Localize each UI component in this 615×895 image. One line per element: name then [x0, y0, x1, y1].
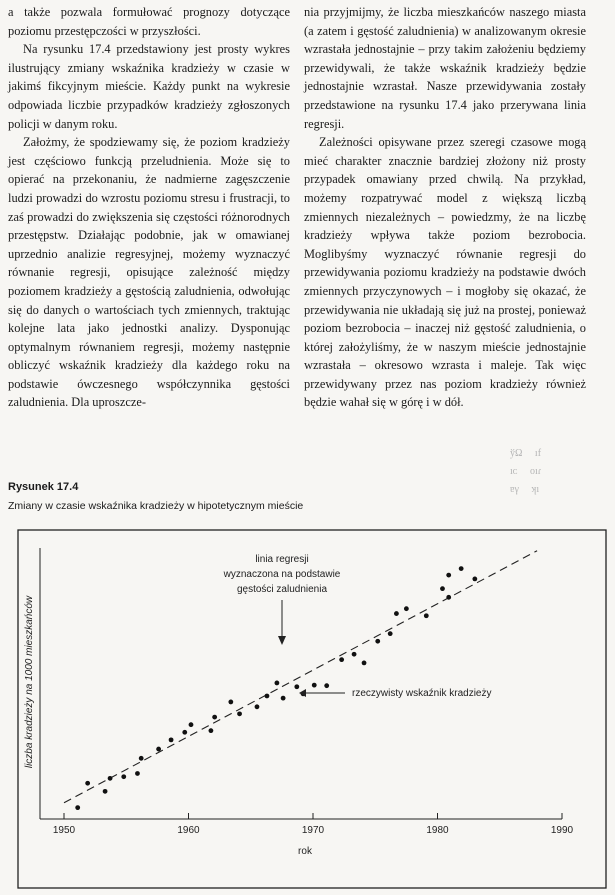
- annotation-actual-rate: rzeczywisty wskaźnik kradzieży: [352, 688, 492, 699]
- data-point: [265, 694, 270, 699]
- annotation-arrowhead: [278, 636, 286, 645]
- data-point: [103, 789, 108, 794]
- x-tick-label: 1960: [177, 825, 200, 836]
- data-point: [324, 683, 329, 688]
- y-axis-label: liczba kradzieży na 1000 mieszkańców: [24, 595, 35, 769]
- data-point: [388, 631, 393, 636]
- scatter-chart: [0, 518, 615, 895]
- data-point: [281, 696, 286, 701]
- data-point: [362, 661, 367, 666]
- paragraph: a także pozwala formułować prognozy dotyczące poziomu przestępczości w przyszłości.: [8, 5, 290, 38]
- figure-label: Rysunek 17.4: [8, 481, 79, 493]
- data-point: [446, 595, 451, 600]
- data-point: [459, 566, 464, 571]
- data-point: [139, 756, 144, 761]
- x-tick-label: 1970: [301, 825, 325, 836]
- bleed-through-text: ɐγ ʞı: [510, 484, 540, 495]
- data-point: [156, 747, 161, 752]
- x-tick-label: 1980: [426, 825, 449, 836]
- annotation-regression-line-1: linia regresji: [255, 554, 309, 565]
- data-point: [255, 704, 260, 709]
- data-point: [108, 776, 113, 781]
- data-point: [446, 573, 451, 578]
- data-point: [375, 639, 380, 644]
- data-point: [169, 737, 174, 742]
- data-point: [121, 774, 126, 779]
- paragraph: Zależności opisywane przez szeregi czasowe mogą mieć charakter znacznie bardziej złożony niż prosty przypadek omawiany przed chwilą. Na przykład, możemy rozpatrywać model z większą liczbą zmiennych niezależnych – powiedzmy, że na liczbę kradzieży wpływa także poziom bezrobocia. Moglibyśmy wyznaczyć równanie regresji do przewidywania poziomu kradzieży na podstawie dwóch zmiennych przyczynowych – i mogłoby się okazać, że przewidywania nie układają się już na prostej, ponieważ poziom bezrobocia – inaczej niż gęstość zaludnienia, o której założyliśmy, że w naszym mieście jednostajnie wzrastała – okresowo wzrasta i maleje. Tak więc przewidywany przez nas poziom kradzieży również będzie wahał się w górę i w dół.: [304, 135, 586, 410]
- annotation-regression-line-3: gęstości zaludnienia: [236, 584, 328, 595]
- paragraph: Założmy, że spodziewamy się, że poziom kradzieży jest częściowo funkcją przeludnienia. Może się to opierać na przekonaniu, że nadmierne zagęszczenie ludzi prowadzi do wzrostu poziomu stresu i frustracji, to zaś prowadzi do zwiększenia się częstości różnorodnych przestępstw. Działając podobnie, jak w omawianej uprzednio analizie regresyjnej, możemy wyznaczyć równanie regresji, opisujące zależność między poziomem kradzieży a gęstością zaludnienia, odwołując się do danych o wartościach tych zmiennych, traktując kolejne lata jako jednostki analizy. Dysponując optymalnym równaniem regresji, możemy następnie obliczyć wskaźnik kradzieży dla każdego roku na podstawie ówczesnego współczynnika gęstości zaludnienia. Dla uproszcze-: [8, 135, 290, 410]
- x-tick-label: 1990: [550, 825, 574, 836]
- data-point: [294, 684, 299, 689]
- paragraph: nia przyjmijmy, że liczba mieszkańców naszego miasta (a zatem i gęstość zaludnienia) w analizowanym okresie wzrastała jednostajnie – przy takim założeniu będziemy przewidywali, że także wskaźnik kradzieży będzie jednostajnie wzrastał. Nasze przewidywania zostały przedstawione na rysunku 17.4 jako przerywana linia regresji.: [304, 5, 586, 131]
- data-point: [75, 805, 80, 810]
- data-point: [85, 781, 90, 786]
- data-point: [472, 576, 477, 581]
- data-point: [404, 606, 409, 611]
- annotation-regression-line-2: wyznaczona na podstawie: [223, 569, 341, 580]
- x-axis-label: rok: [298, 846, 312, 857]
- data-point: [339, 657, 344, 662]
- x-tick-label: 1950: [52, 825, 76, 836]
- data-point: [424, 613, 429, 618]
- paragraph: Na rysunku 17.4 przedstawiony jest prosty wykres ilustrujący zmiany wskaźnika kradzieży w czasie w jakimś fikcyjnym mieście. Każdy punkt na wykresie odpowiada liczbie przypadków kradzieży zgłoszonych policji w danym roku.: [8, 42, 290, 131]
- data-point: [228, 700, 233, 705]
- data-point: [212, 715, 217, 720]
- data-point: [274, 681, 279, 686]
- data-point: [135, 771, 140, 776]
- data-point: [237, 711, 242, 716]
- text-column-right: [304, 3, 586, 412]
- figure-caption: Zmiany w czasie wskaźnika kradzieży w hipotetycznym mieście: [8, 500, 304, 512]
- bleed-through-text: ўΩ ıf: [510, 448, 542, 459]
- data-point: [352, 652, 357, 657]
- data-point: [312, 683, 317, 688]
- data-point: [189, 722, 194, 727]
- data-point: [394, 611, 399, 616]
- data-point: [440, 586, 445, 591]
- data-point: [182, 730, 187, 735]
- data-point: [209, 728, 214, 733]
- text-column-left: [8, 3, 290, 412]
- bleed-through-text: ıᴄ ᴏıɾ: [510, 466, 542, 477]
